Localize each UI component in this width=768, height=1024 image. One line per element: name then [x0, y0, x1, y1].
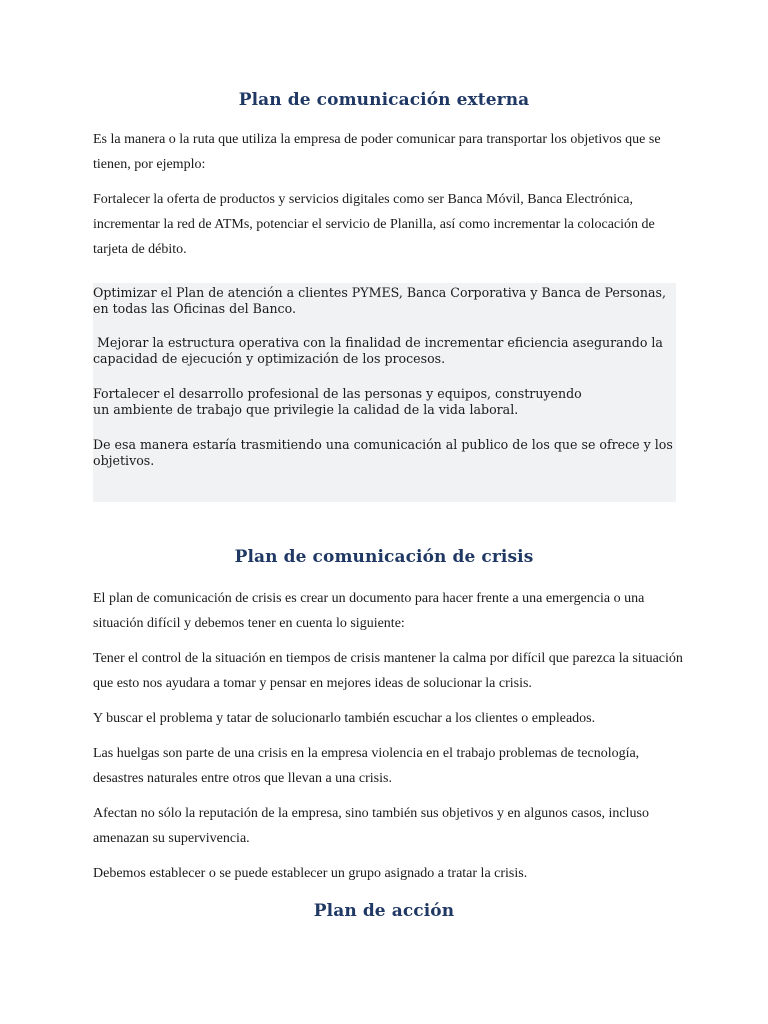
heading-crisis-communication: Plan de comunicación de crisis	[234, 547, 534, 567]
shaded-paragraph-structure: Mejorar la estructura operativa con la finalidad de incrementar eficiencia asegurando la capacidad de ejecución y optimización de los procesos.	[93, 335, 667, 366]
paragraph-crisis-strikes: Las huelgas son parte de una crisis en la empresa violencia en el trabajo problemas de tecnología, desastres naturales entre otros que llevan a una crisis.	[93, 746, 640, 786]
heading-external-communication: Plan de comunicación externa	[238, 90, 530, 110]
paragraph-external-example: Fortalecer la oferta de productos y servicios digitales como ser Banca Móvil, Banca Electrónica, incrementar la red de ATMs, potenciar el servicio de Planilla, así como incrementar la colocación de tarjeta de débito.	[93, 192, 655, 257]
heading-action-plan: Plan de acción	[313, 901, 455, 921]
paragraph-external-intro: Es la manera o la ruta que utiliza la empresa de poder comunicar para transportar los objetivos que se tienen, por ejemplo:	[93, 132, 661, 172]
paragraph-crisis-effects: Afectan no sólo la reputación de la empresa, sino también sus objetivos y en algunos casos, incluso amenazan su supervivencia.	[93, 806, 649, 846]
paragraph-crisis-group: Debemos establecer o se puede establecer un grupo asignado a tratar la crisis.	[93, 866, 528, 881]
shaded-paragraph-optimize: Optimizar el Plan de atención a clientes PYMES, Banca Corporativa y Banca de Personas, en todas las Oficinas del Banco.	[93, 285, 667, 316]
shaded-paragraph-development: Fortalecer el desarrollo profesional de las personas y equipos, construyendo un ambiente de trabajo que privilegie la calidad de la vida laboral.	[93, 386, 582, 417]
shaded-paragraph-conclusion: De esa manera estaría trasmitiendo una comunicación al publico de los que se ofrece y los objetivos.	[93, 437, 673, 468]
paragraph-crisis-control: Tener el control de la situación en tiempos de crisis mantener la calma por difícil que parezca la situación que esto nos ayudara a tomar y pensar en mejores ideas de solucionar la crisis.	[93, 651, 683, 691]
paragraph-crisis-intro: El plan de comunicación de crisis es crear un documento para hacer frente a una emergencia o una situación difícil y debemos tener en cuenta lo siguiente:	[93, 591, 645, 631]
paragraph-crisis-problem: Y buscar el problema y tatar de solucionarlo también escuchar a los clientes o empleados.	[93, 711, 596, 726]
